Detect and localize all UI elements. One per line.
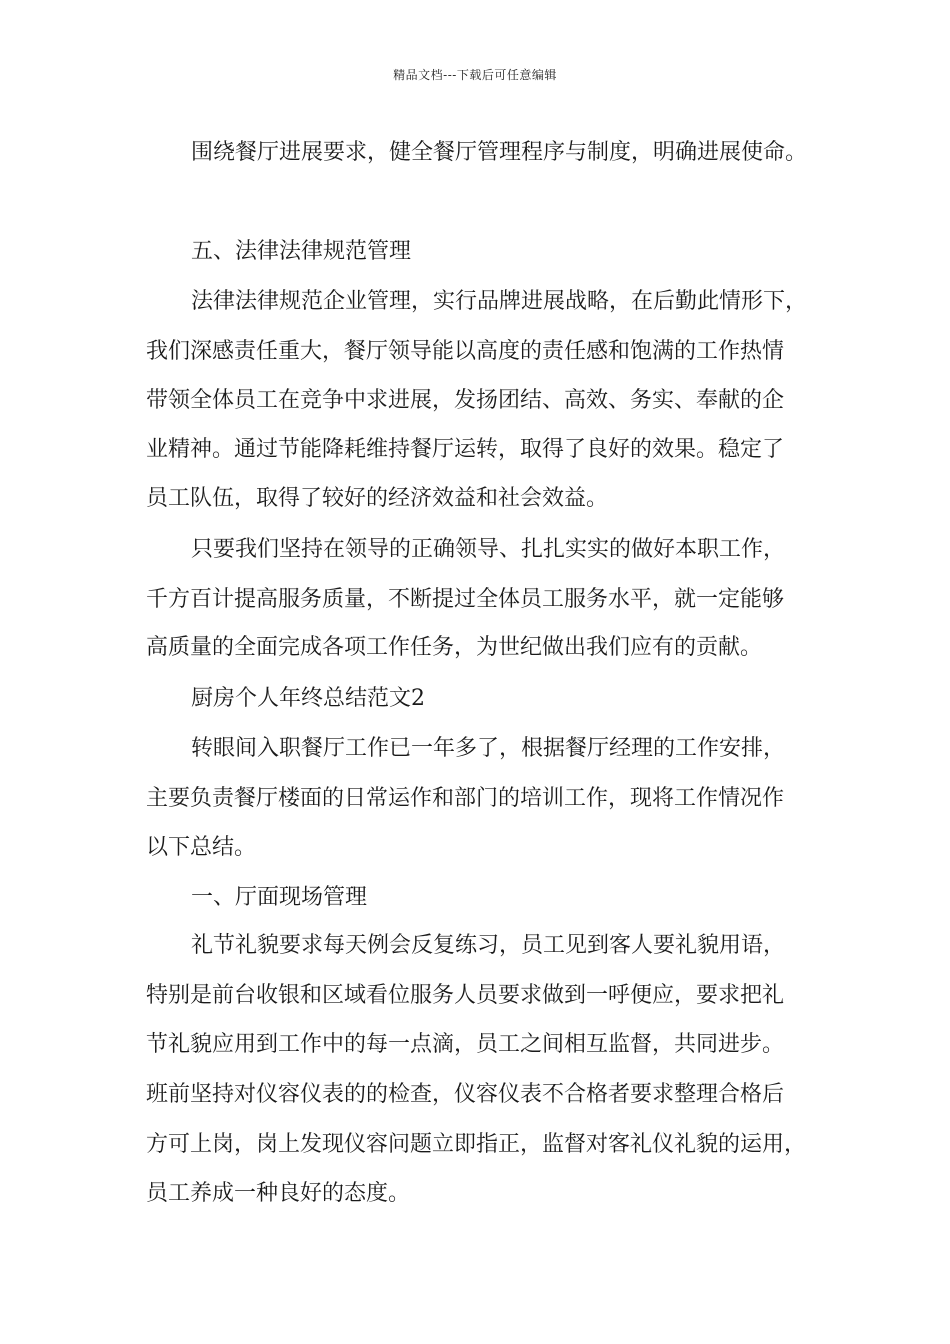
article-title: 厨房个人年终总结范文2 (191, 686, 425, 711)
paragraph-line: 方可上岗，岗上发现仪容问题立即指正，监督对客礼仪礼貌的运用， (146, 1132, 807, 1157)
paragraph-line: 主要负责餐厅楼面的日常运作和部门的培训工作，现将工作情况作 (146, 786, 785, 811)
paragraph-line: 转眼间入职餐厅工作已一年多了，根据餐厅经理的工作安排， (191, 736, 786, 761)
paragraph-line: 我们深感责任重大，餐厅领导能以高度的责任感和饱满的工作热情 (146, 339, 785, 364)
section-heading: 五、法律法律规范管理 (191, 239, 412, 264)
paragraph-line: 礼节礼貌要求每天例会反复练习，员工见到客人要礼貌用语， (191, 933, 786, 958)
paragraph-line: 只要我们坚持在领导的正确领导、扎扎实实的做好本职工作， (191, 537, 786, 562)
paragraph-line: 员工养成一种良好的态度。 (146, 1181, 411, 1206)
paragraph-line: 班前坚持对仪容仪表的的检查，仪容仪表不合格者要求整理合格后 (146, 1082, 785, 1107)
paragraph-line: 节礼貌应用到工作中的每一点滴，员工之间相互监督，共同进步。 (146, 1032, 785, 1057)
paragraph-line: 带领全体员工在竞争中求进展，发扬团结、高效、务实、奉献的企 (146, 388, 785, 413)
section-heading: 一、厅面现场管理 (191, 885, 368, 910)
paragraph-line: 业精神。通过节能降耗维持餐厅运转，取得了良好的效果。稳定了 (146, 437, 785, 462)
paragraph-line: 围绕餐厅进展要求，健全餐厅管理程序与制度，明确进展使命。 (191, 140, 808, 165)
page-header: 精品文档---下载后可任意编辑 (393, 68, 557, 82)
paragraph-line: 以下总结。 (146, 835, 257, 860)
paragraph-line: 千方百计提高服务质量，不断提过全体员工服务水平，就一定能够 (146, 587, 785, 612)
paragraph-line: 员工队伍，取得了较好的经济效益和社会效益。 (146, 486, 609, 511)
paragraph-line: 法律法律规范企业管理，实行品牌进展战略，在后勤此情形下， (191, 289, 808, 314)
paragraph-line: 特别是前台收银和区域看位服务人员要求做到一呼便应，要求把礼 (146, 983, 785, 1008)
paragraph-line: 高质量的全面完成各项工作任务，为世纪做出我们应有的贡献。 (146, 635, 763, 660)
